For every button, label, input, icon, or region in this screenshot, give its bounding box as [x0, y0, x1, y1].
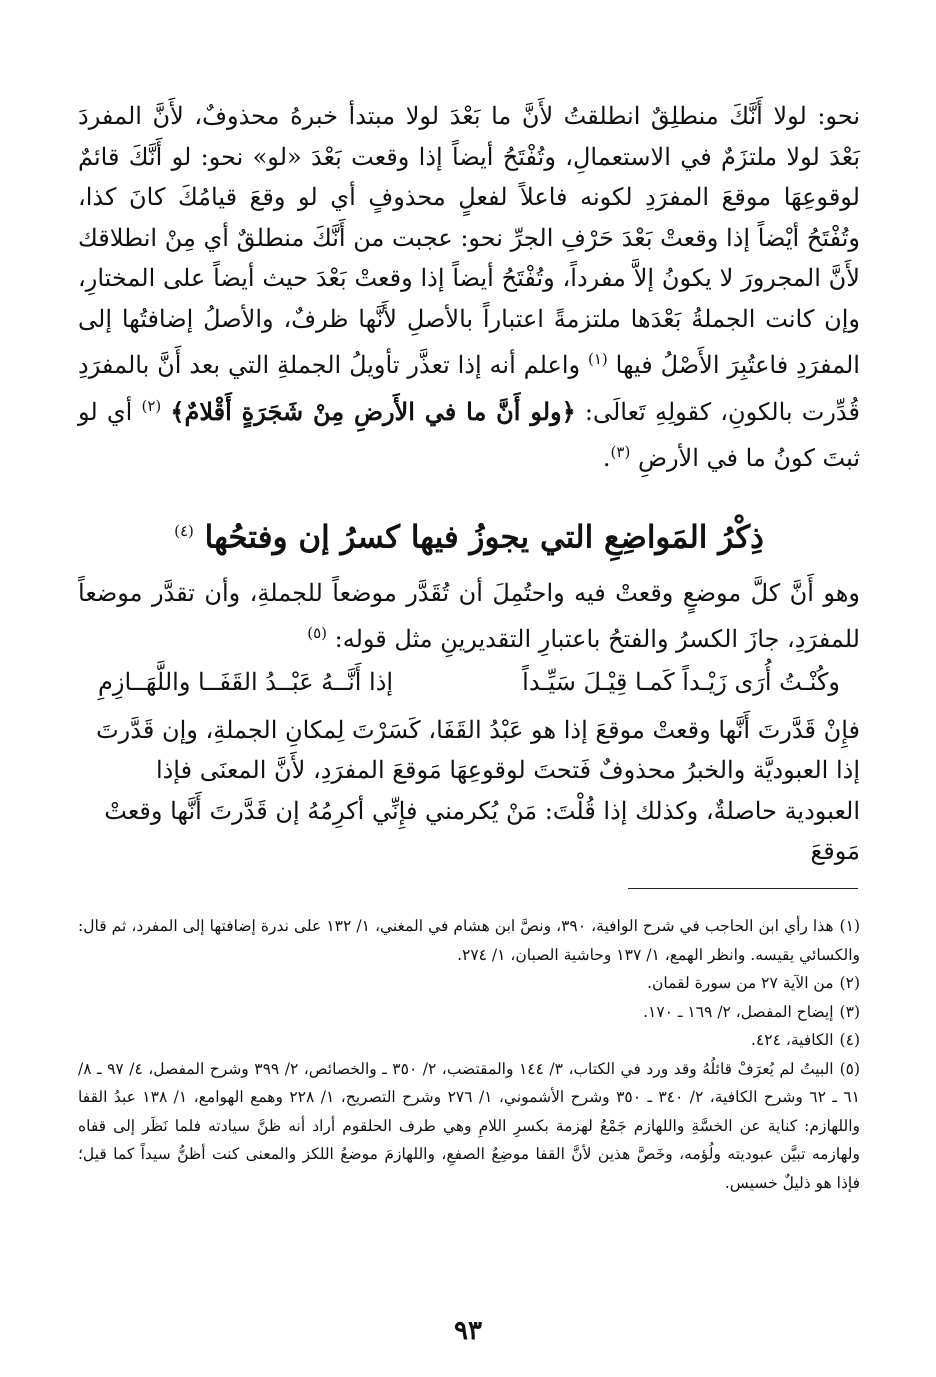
main-text: [78, 96, 860, 872]
footnote-number: (١): [839, 917, 860, 935]
footnote-number: (٢): [839, 974, 860, 992]
footnotes: [78, 912, 860, 1197]
footnote-ref-4: (٤): [174, 521, 194, 540]
footnote-number: (٤): [839, 1031, 860, 1049]
paragraph-opening-end: أي لو ثبتَ كونُ ما في الأرضِ: [78, 397, 860, 472]
footnote-2: [78, 969, 860, 998]
footnote-text: من الآية ٢٧ من سورة لقمان.: [647, 974, 834, 992]
section-heading-text: ذِكْرُ المَواضِعِ التي يجوزُ فيها كسرُ إن وفتحُها: [204, 518, 764, 555]
footnote-number: (٥): [839, 1059, 861, 1078]
body-text-top: [78, 96, 860, 479]
quran-quote: ﴿ولو أَنَّ ما في الأَرضِ مِنْ شَجَرَةٍ أَقْلامٌ﴾: [170, 396, 576, 426]
footnote-4: [78, 1026, 860, 1055]
footnote-text: إيضاح المفصل، ٢/ ١٦٩ ـ ١٧٠.: [643, 1002, 834, 1021]
body-text-middle: [78, 573, 860, 660]
footnote-5: [78, 1055, 860, 1198]
section-heading: [78, 509, 860, 559]
footnote-separator: [628, 888, 858, 889]
footnote-ref-3: (٣): [610, 443, 631, 461]
paragraph-bottom: فإِنْ قَدَّرتَ أَنَّها وقعتْ موقعَ إذا هو عَبْدُ القَفَا، كَسَرْتَ لِمكانِ الجملةِ، وإن قَدَّرتَ إذا العبوديَّة والخبرُ محذوفٌ فَتحتَ لوقوعِهَا مَوقعَ المفرَدِ، لأَنَّ المعنَى فإذا العبودية حاصلةٌ، وكذلك إذا قُلْتَ: مَنْ يُكرمني فإِنِّي أكرِمُهُ إن قَدَّرتَ أَنَّها وقعتْ مَوقعَ: [96, 715, 860, 866]
footnote-text: هذا رأي ابن الحاجب في شرح الوافية، ٣٩٠، ونصَّ ابن هشام في المغني، ١/ ١٣٢ على ندرة إضافتها إلى المفرد، ثم قال: والكسائي يقيسه. وانظر الهمع، ١/ ١٣٧ وحاشية الصبان، ١/ ٢٧٤.: [78, 917, 860, 964]
paragraph-middle-text: وهو أَنَّ كلَّ موضعٍ وقعتْ فيه واحتُمِلَ أن تُقَدَّر موضعاً للجملةِ، وأن تقدَّر موضعاً للمفرَدِ، جازَ الكسرُ والفتحُ باعتبارِ التقديرينِ مثل قوله:: [78, 578, 861, 654]
body-text-bottom: [78, 710, 860, 872]
verse-second-hemistich: إذا أَنَّــهُ عَبْــدُ القَفَــا واللَّهَــازِمِ: [98, 667, 394, 696]
footnote-ref-2: (٢): [141, 396, 162, 415]
footnote-3: [78, 998, 860, 1027]
paragraph-opening: نحو: لولا أَنَّكَ منطلِقٌ انطلقتُ لأَنَّ ما بَعْدَ لولا مبتدأ خبرهُ محذوفٌ، لأَنَّ المفردَ بَعْدَ لولا ملتزَمٌ في الاستعمالِ، وتُفْتَحُ أيضاً إذا وقعت بَعْدَ «لو» نحو: لو أَنَّكَ قائمٌ لوقوعِهَا موقعَ المفرَدِ لكونه فاعلاً لفعلٍ محذوفٍ أي لو وقعَ قيامُكَ كانَ كذا، وتُفْتَحُ أيْضاً إذا وقعتْ بَعْدَ حَرْفِ الجرِّ نحو: عجبت من أَنَّكَ منطلقٌ أي مِنْ انطلاقك لأَنَّ المجرورَ لا يكونُ إلاَّ مفرداً، وتُفْتَحُ أيضاً إذا وقعتْ بَعْدَ حيث أيضاً على المختارِ، وإن كانت الجملةُ بَعْدَها ملتزمةً اعتباراً بالأصلِ لأَنَّها ظرفٌ، والأصلُ إضافتُها إلى المفرَدِ فاعتُبِرَ الأَصْلُ فيها $^{(١)}$ واعلم أنه إذا تعذَّر تأويلُ الجملةِ التي بعد أَنَّ بالمفرَدِ قُدِّرت بالكونِ، كقولِهِ تَعالَى: ﴿ولو أَنَّ ما في الأَرضِ مِنْ شَجَرَةٍ أَقْلامٌ﴾ $^{(٢)}$ أي لو ثبتَ كونُ ما في الأرضِ $^{(٣)}$.: [78, 102, 860, 472]
footnote-1: [78, 912, 860, 969]
footnote-ref-5: (٥): [307, 624, 327, 643]
footnote-text: البيتُ لم يُعرَفْ قائلُهُ وقد ورد في الكتاب، ٣/ ١٤٤ والمقتضب، ٢/ ٣٥٠ ـ والخصائص، ٢/ ٣٩٩ وشرح المفصل، ٤/ ٩٧ ـ ٨/ ٦١ ـ ٦٢ وشرح الكافية، ٢/ ٣٤٠ ـ ٣٥٠ وشرح الأشموني، ١/ ٢٧٦ وشرح التصريح، ١/ ٢٢٨ وهمع الهوامع، ١/ ١٣٨ عبدُ القفا واللهازم: كناية عن الخسَّةِ واللهازم جَمْعُ لهزمة بكسرِ اللامِ وهي طرف الحلقوم أراد أنه ظنَّ سيادته فلما نَظَر إلى قفاه ولهازمه تبيَّن عبوديته ولُؤمه، وخَصَّ هذين لأنَّ القفا موضِعُ الصفعِ، واللهازمَ موضعُ اللكز والمعنى كنت أظنُّ سيداً كما قيل؛ فإذا هو ذليلٌ خسيس.: [78, 1059, 860, 1192]
paragraph-opening-cont: واعلم أنه إذا تعذَّر تأويلُ الجملةِ التي بعد أَنَّ بالمفرَدِ قُدِّرت بالكونِ، كقولِهِ تَعالَى:: [78, 351, 860, 426]
footnote-text: الكافية، ٤٢٤.: [750, 1031, 834, 1049]
verse-first-hemistich: وكُنْـتُ أُرَى زَيْـداً كَمـا قِيْـلَ سَيِّـداً: [522, 667, 840, 696]
poetry-verse: [98, 662, 840, 702]
page-number: ٩٣: [454, 1316, 482, 1346]
paragraph-middle: [78, 573, 860, 660]
paragraph-opening-text: نحو: لولا أَنَّكَ منطلِقٌ انطلقتُ لأَنَّ ما بَعْدَ لولا مبتدأ خبرهُ محذوفٌ، لأَنَّ المفردَ بَعْدَ لولا ملتزَمٌ في الاستعمالِ، وتُفْتَحُ أيضاً إذا وقعت بَعْدَ «لو» نحو: لو أَنَّكَ قائمٌ لوقوعِهَا موقعَ المفرَدِ لكونه فاعلاً لفعلٍ محذوفٍ أي لو وقعَ قيامُكَ كانَ كذا، وتُفْتَحُ أيْضاً إذا وقعتْ بَعْدَ حَرْفِ الجرِّ نحو: عجبت من أَنَّكَ منطلقٌ أي مِنْ انطلاقك لأَنَّ المجرورَ لا يكونُ إلاَّ مفرداً، وتُفْتَحُ أيضاً إذا وقعتْ بَعْدَ حيث أيضاً على المختارِ، وإن كانت الجملةُ بَعْدَها ملتزمةً اعتباراً بالأصلِ لأَنَّها ظرفٌ، والأصلُ إضافتُها إلى المفرَدِ فاعتُبِرَ الأَصْلُ فيها: [78, 102, 860, 379]
footnote-ref-1: (١): [588, 350, 608, 368]
footnote-number: (٣): [839, 1002, 860, 1021]
